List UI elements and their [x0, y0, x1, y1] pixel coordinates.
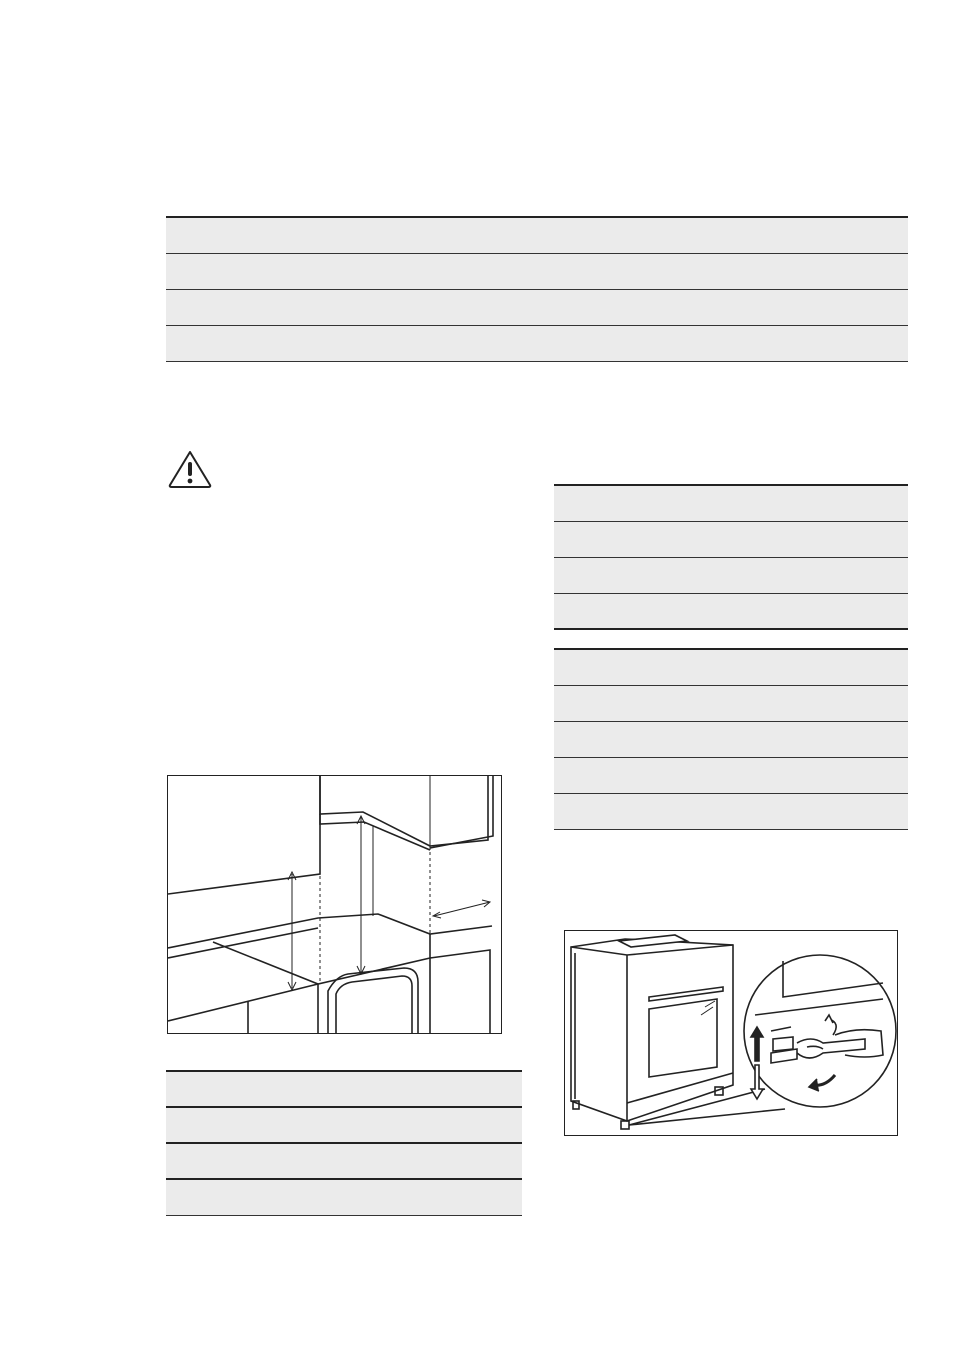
cooker-leveling-diagram — [564, 930, 898, 1136]
table-bottom-left — [166, 1070, 522, 1216]
table-row — [166, 254, 908, 290]
table-row — [166, 290, 908, 326]
table-row — [554, 650, 908, 686]
table-row — [554, 522, 908, 558]
table-row — [166, 1072, 522, 1108]
table-row — [554, 558, 908, 594]
table-row — [554, 594, 908, 630]
table-row — [166, 218, 908, 254]
table-row — [166, 1180, 522, 1216]
table-row — [554, 486, 908, 522]
table-row — [554, 794, 908, 830]
table-row — [166, 326, 908, 362]
cabinet-installation-diagram — [167, 775, 502, 1034]
table-top — [166, 216, 908, 362]
warning-triangle-icon — [168, 450, 212, 488]
table-row — [554, 722, 908, 758]
table-row — [166, 1144, 522, 1180]
table-row — [554, 758, 908, 794]
table-row — [554, 686, 908, 722]
table-gap — [554, 630, 908, 648]
table-right — [554, 484, 908, 830]
table-row — [166, 1108, 522, 1144]
